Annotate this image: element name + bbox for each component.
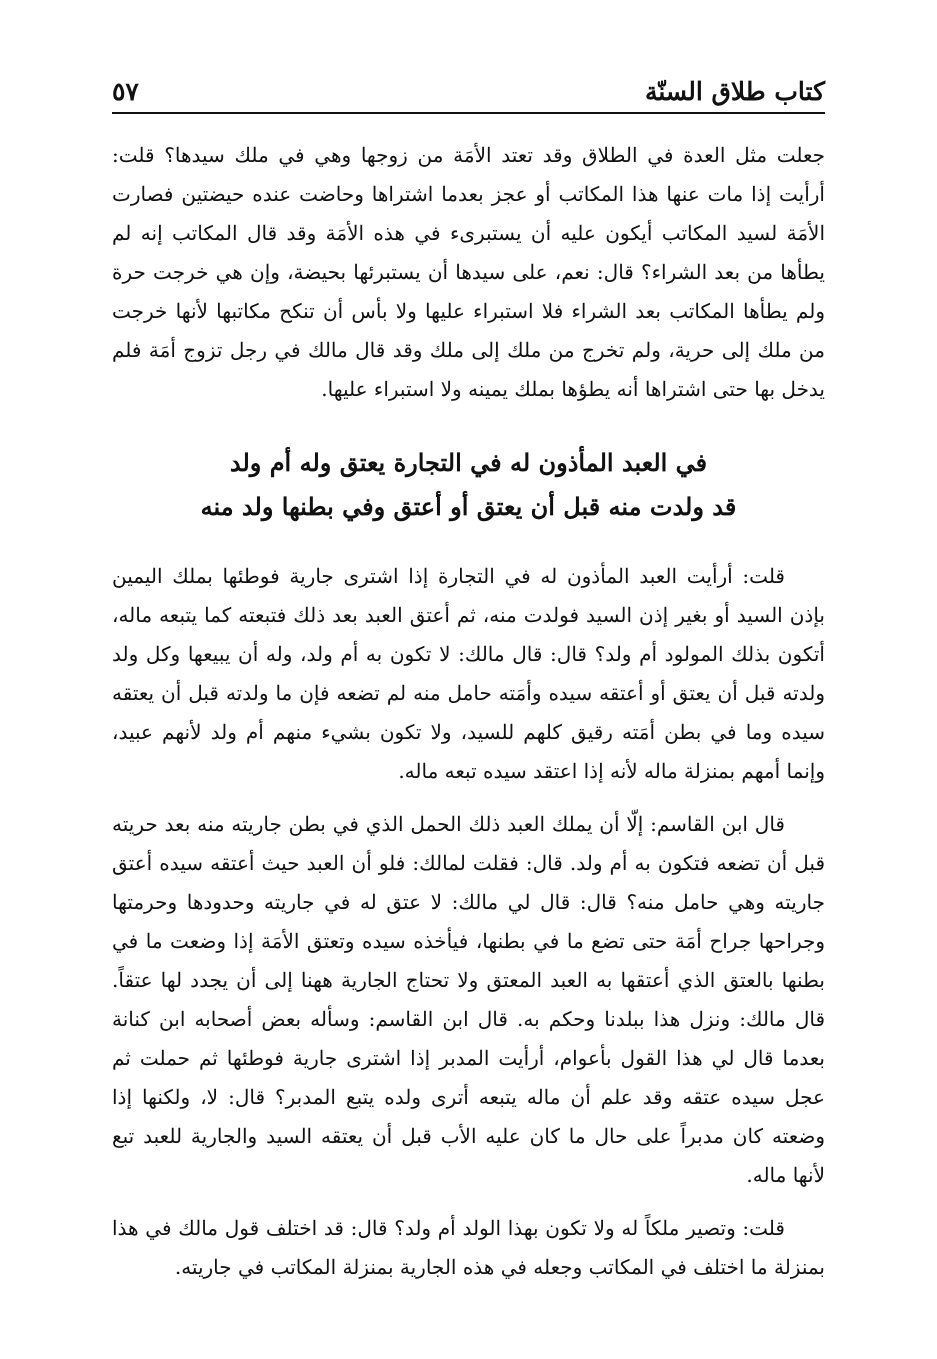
page-number: ٥٧ (112, 77, 139, 106)
section-heading-line-2: قد ولدت منه قبل أن يعتق أو أعتق وفي بطنها ولد منه (200, 492, 737, 521)
paragraph-3: قلت: وتصير ملكاً له ولا تكون بهذا الولد أم ولد؟ قال: قد اختلف قول مالك في هذا بمنزلة ما اختلف في المكاتب وجعله في هذه الجارية بمنزلة المكاتب في جاريته. (112, 1216, 825, 1279)
paragraph-2: قال ابن القاسم: إلّا أن يملك العبد ذلك الحمل الذي في بطن جاريته منه بعد حريته قبل أن تضعه فتكون به أم ولد. قال: فقلت لمالك: فلو أن العبد حيث أعتقه سيده أعتق جاريته وهي حامل منه؟ قال: قال لي مالك: لا عتق له في جاريته وحدودها وحرمتها وجراحها جراح أمَة حتى تضع ما في بطنها، فيأخذه سيده وتعتق الأمَة إذا وضعت ما في بطنها بالعتق الذي أعتقها به العبد المعتق ولا تحتاج الجارية ههنا إلى أن يجدد لها عتقاً. قال مالك: ونزل هذا ببلدنا وحكم به. قال ابن القاسم: وسأله بعض أصحابه ابن كنانة بعدما قال لي هذا القول بأعوام، أرأيت المدبر إذا اشترى جارية فوطئها ثم حملت ثم عجل سيده عتقه وقد علم أن ماله يتبعه أترى ولده يتبع المدبر؟ قال: لا، ولكنها إذا وضعته كان مدبراً على حال ما كان عليه الأب قبل أن يعتقه السيد والجارية للعبد تبع لأنها ماله. (112, 812, 825, 1187)
section-heading (112, 441, 825, 529)
paragraph-1: قلت: أرأيت العبد المأذون له في التجارة إذا اشترى جارية فوطئها بملك اليمين بإذن السيد أو بغير إذن السيد فولدت منه، ثم أعتق العبد بعد ذلك فتبعته كما يتبعه ماله، أتكون بذلك المولود أم ولد؟ قال: قال مالك: لا تكون به أم ولد، وله أن يبيعها وكل ولد ولدته قبل أن يعتق أو أعتقه سيده وأمَته حامل منه لم تضعه فإن ما ولدته قبل أن يعتقه سيده وما في بطن أمَته رقيق كلهم للسيد، ولا تكون بشيء منهم أم ولد لأنهم عبيد، وإنما أمهم بمنزلة ماله لأنه إذا اعتقد سيده تبعه ماله. (112, 564, 825, 783)
page-header (112, 70, 825, 106)
header-divider (112, 112, 825, 114)
paragraph-continuation: جعلت مثل العدة في الطلاق وقد تعتد الأمَة من زوجها وهي في ملك سيدها؟ قلت: أرأيت إذا مات عنها هذا المكاتب أو عجز بعدما اشتراها وحاضت عنده حيضتين فصارت الأمَة لسيد المكاتب أيكون عليه أن يستبرىء في هذه الأمَة وقد قال المكاتب إنه لم يطأها من بعد الشراء؟ قال: نعم، على سيدها أن يستبرئها بحيضة، وإن هي خرجت حرة ولم يطأها المكاتب بعد الشراء فلا استبراء عليها ولا بأس أن تنكح مكاتبها لأنها خرجت من ملك إلى حرية، ولم تخرج من ملك إلى ملك وقد قال مالك في رجل تزوج أمَة فلم يدخل بها حتى اشتراها أنه يطؤها بملك يمينه ولا استبراء عليها. (112, 143, 825, 401)
page-body (112, 136, 825, 1287)
section-heading-line-1: في العبد المأذون له في التجارة يعتق وله أم ولد (229, 448, 708, 477)
book-title: كتاب طلاق السنّة (644, 77, 825, 106)
